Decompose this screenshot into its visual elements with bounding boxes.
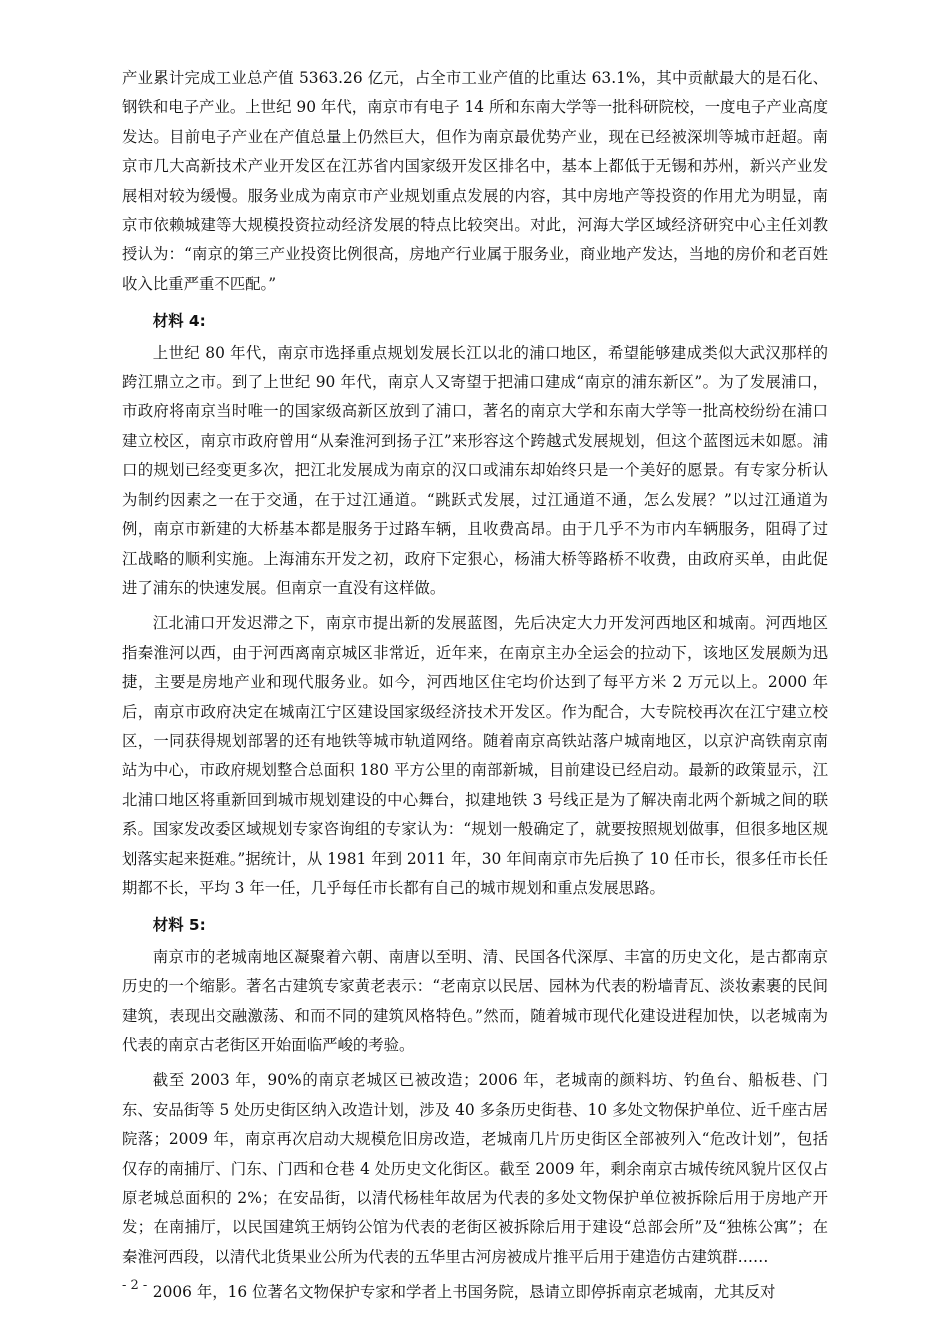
paragraph-industry-continued: 产业累计完成工业总产值 5363.26 亿元，占全市工业产值的比重达 63.1%，其中贡献最大的是石化、钢铁和电子产业。上世纪 90 年代，南京市有电子 14 所和东南大学等一批科研院校，一度电子产业高度发达。目前电子产业在产值总量上仍然巨大，但作为南京最优势产业，现在已经被深圳等城市赶超。南京市几大高新技术产业开发区在江苏省内国家级开发区排名中，基本上都低于无锡和苏州，新兴产业发展相对较为缓慢。服务业成为南京市产业规划重点发展的内容，其中房地产等投资的作用尤为明显，南京市依赖城建等大规模投资拉动经济发展的特点比较突出。对此，河海大学区域经济研究中心主任刘教授认为：“南京的第三产业投资比例很高，房地产行业属于服务业，商业地产发达，当地的房价和老百姓收入比重严重不匹配。” bbox=[122, 69, 828, 293]
paragraph-renovation-history: 截至 2003 年，90%的南京老城区已被改造；2006 年，老城南的颜料坊、钓鱼台、船板巷、门东、安品街等 5 处历史街区纳入改造计划，涉及 40 多条历史街巷、10 多处文物保护单位、近千座古居院落；2009 年，南京再次启动大规模危旧房改造，老城南几片历史街区全部被列入“危改计划”，包括仅存的南捕厅、门东、门西和仓巷 4 处历史文化街区。截至 2009 年，剩余南京古城传统风貌片区仅占原老城总面积的 2%；在安品街，以清代杨桂年故居为代表的多处文物保护单位被拆除后用于房地产开发；在南捕厅，以民国建筑王炳钧公馆为代表的老街区被拆除后用于建设“总部会所”及“独栋公寓”；在秦淮河西段，以清代北货果业公所为代表的五华里古河房被成片推平后用于建造仿古建筑群…… bbox=[122, 1071, 828, 1266]
paragraph-old-chengnan: 南京市的老城南地区凝聚着六朝、南唐以至明、清、民国各代深厚、丰富的历史文化，是古都南京历史的一个缩影。著名古建筑专家黄老表示：“老南京以民居、园林为代表的粉墙青瓦、淡妆素裹的民间建筑，表现出交融激荡、和而不同的建筑风格特色。”然而，随着城市现代化建设进程加快，以老城南为代表的南京古老街区开始面临严峻的考验。 bbox=[122, 947, 828, 1054]
paragraph-hexi-chengnan: 江北浦口开发迟滞之下，南京市提出新的发展蓝图，先后决定大力开发河西地区和城南。河西地区指秦淮河以西，由于河西离南京城区非常近，近年来，在南京主办全运会的拉动下，该地区发展颇为迅捷，主要是房地产业和现代服务业。如今，河西地区住宅均价达到了每平方米 2 万元以上。2000 年后，南京市政府决定在城南江宁区建设国家级经济技术开发区。作为配合，大专院校再次在江宁建立校区，一同获得规划部署的还有地铁等城市轨道网络。随着南京高铁站落户城南地区，以京沪高铁南京南站为中心，市政府规划整合总面积 180 平方公里的南部新城，目前建设已经启动。最新的政策显示，江北浦口地区将重新回到城市规划建设的中心舞台，拟建地铁 3 号线正是为了解决南北两个新城之间的联系。国家发改委区域规划专家咨询组的专家认为：“规划一般确定了，就要按照规划做事，但很多地区规划落实起来挺难。”据统计，从 1981 年到 2011 年，30 年间南京市先后换了 10 任市长，很多任市长任期都不长，平均 3 年一任，几乎每任市长都有自己的城市规划和重点发展思路。 bbox=[122, 614, 828, 897]
section-heading-material-5: 材料 5: bbox=[152, 916, 206, 935]
page-number: - 2 - bbox=[122, 1278, 148, 1293]
document-page bbox=[122, 64, 828, 1308]
spacer bbox=[122, 299, 828, 305]
section-heading-material-4: 材料 4: bbox=[152, 312, 206, 331]
spacer bbox=[122, 903, 828, 909]
paragraph-experts-petition: 2006 年，16 位著名文物保护专家和学者上书国务院，恳请立即停拆南京老城南，尤其反对 bbox=[152, 1283, 776, 1302]
paragraph-pukou-planning: 上世纪 80 年代，南京市选择重点规划发展长江以北的浦口地区，希望能够建成类似大武汉那样的跨江鼎立之市。到了上世纪 90 年代，南京人又寄望于把浦口建成“南京的浦东新区”。为了发展浦口，市政府将南京当时唯一的国家级高新区放到了浦口，著名的南京大学和东南大学等一批高校纷纷在浦口建立校区，南京市政府曾用“从秦淮河到扬子江”来形容这个跨越式发展规划，但这个蓝图远未如愿。浦口的规划已经变更多次，把江北发展成为南京的汉口或浦东却始终只是一个美好的愿景。有专家分析认为制约因素之一在于交通，在于过江通道。“跳跃式发展，过江通道不通，怎么发展？”以过江通道为例，南京市新建的大桥基本都是服务于过路车辆，且收费高昂。由于几乎不为市内车辆服务，阻碍了过江战略的顺利实施。上海浦东开发之初，政府下定狠心，杨浦大桥等路桥不收费，由政府买单，由此促进了浦东的快速发展。但南京一直没有这样做。 bbox=[122, 343, 828, 597]
